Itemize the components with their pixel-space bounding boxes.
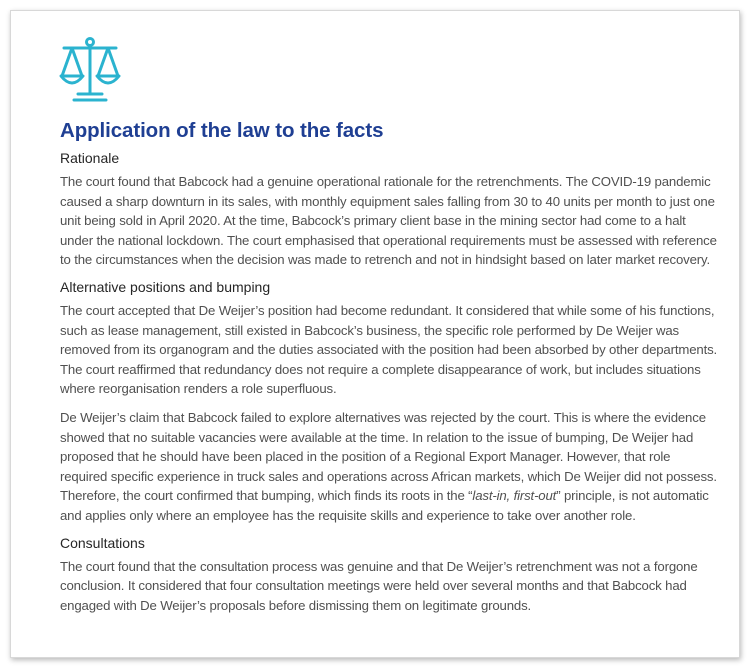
alternatives-p2-italic: last-in, first-out: [472, 488, 557, 504]
alternatives-p2-text-a: De Weijer’s claim that Babcock failed to explore alternatives was rejected by the court. This is where the evidence showed that no suitable vacancies were available at the time. In relation to the issue of bumping, De Weijer had proposed that he should have been placed in the position of a Regional Export Manager. However, that role required specific experience in truck sales and operations across African markets, which De Weijer did not possess. Therefore, the court confirmed that bumping, which finds its roots in the “: [60, 409, 717, 504]
section-title-consultations: Consultations: [60, 534, 145, 551]
section-title-alternatives: Alternative positions and bumping: [60, 278, 271, 295]
alternatives-paragraph-1: The court accepted that De Weijer’s position had become redundant. It considered that while some of his functions, such as lease management, still existed in Babcock’s business, the specific role performed by De Weijer was removed from its organogram and the duties associated with the position had been absorbed by other departments. The court reaffirmed that redundancy does not require a complete disappearance of work, but includes situations where reorganisation renders a role superfluous.: [60, 302, 718, 397]
section-title-rationale: Rationale: [60, 150, 120, 166]
alternatives-paragraph-2: [60, 408, 718, 526]
document-card: [10, 10, 740, 658]
consultations-paragraph: The court found that the consultation process was genuine and that De Weijer’s retrenchment was not a forgone conclusion. It considered that four consultation meetings were held over several months and that Babcock had engaged with De Weijer’s proposals before dismissing them on legitimate grounds.: [60, 558, 698, 613]
alternatives-p2-text-b: ” principle, is not automatic and applies only where an employee has the requisite skills and experience to take over another role.: [60, 488, 709, 523]
article-body: [60, 119, 718, 624]
scales-of-justice-icon: [58, 36, 122, 106]
page-title: Application of the law to the facts: [60, 119, 384, 142]
rationale-paragraph: The court found that Babcock had a genuine operational rationale for the retrenchments. The COVID-19 pandemic caused a sharp downturn in its sales, with monthly equipment sales falling from 30 to 40 units per month to just one unit being sold in April 2020. At the time, Babcock’s primary client base in the mining sector had come to a halt under the national lockdown. The court emphasised that operational requirements must be assessed with reference to the circumstances when the decision was made to retrench and not in hindsight based on later market recovery.: [60, 174, 717, 268]
